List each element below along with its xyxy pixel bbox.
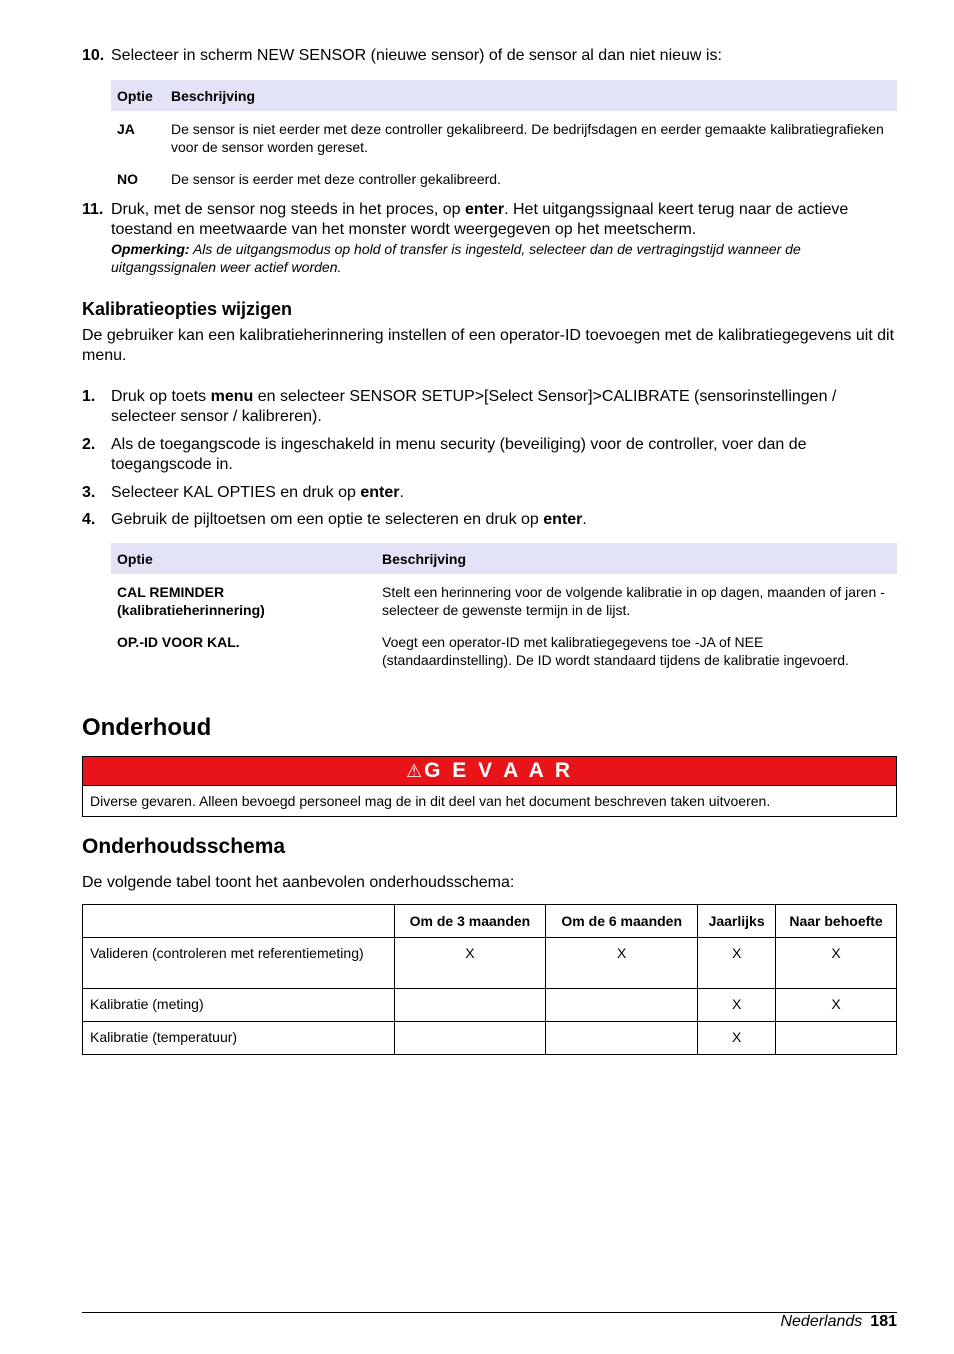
mark-cell: X bbox=[546, 938, 698, 989]
description-cell: De sensor is eerder met deze controller gekalibreerd. bbox=[171, 171, 501, 187]
option-cell: CAL REMINDER (kalibratieherinnering) bbox=[117, 584, 265, 618]
table-header-row bbox=[83, 905, 897, 938]
mark-cell bbox=[546, 1022, 698, 1055]
note-text: Als de uitgangsmodus op hold of transfer is ingesteld, selecteer dan de vertragingstijd wanneer de uitgangssignalen weer actief worden. bbox=[111, 241, 801, 275]
option-cell: NO bbox=[117, 171, 138, 187]
step-11 bbox=[82, 200, 897, 276]
mark-cell: X bbox=[698, 989, 776, 1022]
page-footer bbox=[780, 1312, 897, 1332]
column-header-description: Beschrijving bbox=[376, 543, 897, 574]
table-header-row bbox=[111, 80, 897, 111]
step-number: 1. bbox=[82, 388, 96, 405]
text-segment: en selecteer SENSOR SETUP>[Select Sensor]>CALIBRATE (sensorinstellingen / selecteer sensor / kalibreren). bbox=[111, 388, 837, 425]
text-segment: Gebruik de pijltoetsen om een optie te selecteren en druk op bbox=[111, 511, 544, 528]
description-cell: Stelt een herinnering voor de volgende kalibratie in op dagen, maanden of jaren - selecteer de gewenste termijn in de lijst. bbox=[382, 584, 885, 618]
description-cell: De sensor is niet eerder met deze controller gekalibreerd. De bedrijfsdagen en eerder gemaakte kalibratiegrafieken voor de sensor worden gereset. bbox=[171, 121, 884, 155]
note bbox=[111, 240, 897, 276]
cal-step-4 bbox=[82, 510, 897, 530]
option-cell: JA bbox=[117, 121, 135, 137]
danger-header bbox=[83, 757, 896, 786]
key-enter: enter bbox=[360, 484, 400, 501]
column-header-description: Beschrijving bbox=[165, 80, 897, 111]
section-heading-maintenance: Onderhoud bbox=[82, 714, 212, 741]
column-header-as-needed: Naar behoefte bbox=[776, 905, 897, 938]
section-intro: De gebruiker kan een kalibratieherinnering instellen of een operator-ID toevoegen met de kalibratiegegevens uit dit menu. bbox=[82, 327, 895, 364]
column-header-yearly: Jaarlijks bbox=[698, 905, 776, 938]
table-row bbox=[83, 938, 897, 989]
new-sensor-options-table bbox=[111, 80, 897, 193]
mark-cell: X bbox=[698, 938, 776, 989]
footer-rule bbox=[82, 1312, 897, 1313]
table-row bbox=[83, 989, 897, 1022]
step-10 bbox=[82, 46, 897, 66]
section-heading-calibration-options: Kalibratieopties wijzigen bbox=[82, 299, 293, 319]
key-enter: enter bbox=[464, 201, 505, 218]
mark-cell: X bbox=[394, 938, 546, 989]
mark-cell: X bbox=[698, 1022, 776, 1055]
option-cell: OP.-ID VOOR KAL. bbox=[117, 634, 240, 650]
step-text bbox=[111, 200, 897, 240]
warning-triangle-icon: ⚠ bbox=[405, 761, 423, 781]
text-segment: Druk, met de sensor nog steeds in het proces, op bbox=[111, 201, 465, 218]
key-enter: enter bbox=[543, 511, 583, 528]
table-row bbox=[111, 574, 897, 624]
table-row bbox=[111, 111, 897, 161]
column-header-option: Optie bbox=[111, 543, 376, 574]
step-number: 4. bbox=[82, 511, 96, 528]
task-cell: Kalibratie (temperatuur) bbox=[83, 1022, 395, 1055]
description-cell: Voegt een operator-ID met kalibratiegegevens toe -JA of NEE (standaardinstelling). De ID wordt standaard tijdens de kalibratie ingevoerd. bbox=[382, 634, 849, 668]
maintenance-schedule-table bbox=[82, 904, 897, 1055]
mark-cell bbox=[776, 1022, 897, 1055]
step-text bbox=[111, 483, 897, 503]
section-heading-maintenance-schedule: Onderhoudsschema bbox=[82, 835, 286, 858]
mark-cell bbox=[546, 989, 698, 1022]
cal-step-1 bbox=[82, 387, 897, 427]
calibration-options-table bbox=[111, 543, 897, 674]
step-text bbox=[111, 387, 897, 427]
key-menu: menu bbox=[210, 388, 254, 405]
task-cell: Valideren (controleren met referentiemeting) bbox=[83, 938, 395, 989]
note-label: Opmerking: bbox=[111, 241, 190, 257]
table-row bbox=[111, 624, 897, 674]
step-text: Selecteer in scherm NEW SENSOR (nieuwe sensor) of de sensor al dan niet nieuw is: bbox=[111, 47, 722, 64]
mark-cell bbox=[394, 1022, 546, 1055]
text-segment: Druk op toets bbox=[111, 388, 211, 405]
column-header-option: Optie bbox=[111, 80, 165, 111]
step-number: 3. bbox=[82, 484, 96, 501]
column-header-task bbox=[83, 905, 395, 938]
column-header-3-months: Om de 3 maanden bbox=[394, 905, 546, 938]
table-header-row bbox=[111, 543, 897, 574]
table-row bbox=[83, 1022, 897, 1055]
column-header-6-months: Om de 6 maanden bbox=[546, 905, 698, 938]
cal-step-3 bbox=[82, 483, 897, 503]
mark-cell: X bbox=[776, 938, 897, 989]
step-number: 11. bbox=[82, 201, 104, 218]
step-number: 10. bbox=[82, 47, 105, 64]
page-number: 181 bbox=[870, 1313, 897, 1330]
text-segment: . Het uitgangssignaal keert terug naar de actieve toestand en meetwaarde van het monster wordt weergegeven op het meetscherm. bbox=[111, 201, 849, 238]
table-row bbox=[111, 161, 897, 193]
danger-text: Diverse gevaren. Alleen bevoegd personeel mag de in dit deel van het document beschreven taken uitvoeren. bbox=[90, 793, 771, 809]
mark-cell: X bbox=[776, 989, 897, 1022]
mark-cell bbox=[394, 989, 546, 1022]
text-segment: . bbox=[399, 484, 404, 501]
cal-step-2 bbox=[82, 435, 897, 475]
task-cell: Kalibratie (meting) bbox=[83, 989, 395, 1022]
schedule-intro: De volgende tabel toont het aanbevolen onderhoudsschema: bbox=[82, 874, 515, 891]
text-segment: . bbox=[582, 511, 587, 528]
danger-title: G E V A A R bbox=[424, 759, 574, 782]
step-text: Als de toegangscode is ingeschakeld in menu security (beveiliging) voor de controller, voer dan de toegangscode in. bbox=[111, 436, 807, 473]
danger-notice bbox=[82, 756, 897, 817]
step-text bbox=[111, 510, 897, 530]
text-segment: Selecteer KAL OPTIES en druk op bbox=[111, 484, 361, 501]
step-number: 2. bbox=[82, 436, 96, 453]
footer-language: Nederlands bbox=[780, 1313, 863, 1330]
